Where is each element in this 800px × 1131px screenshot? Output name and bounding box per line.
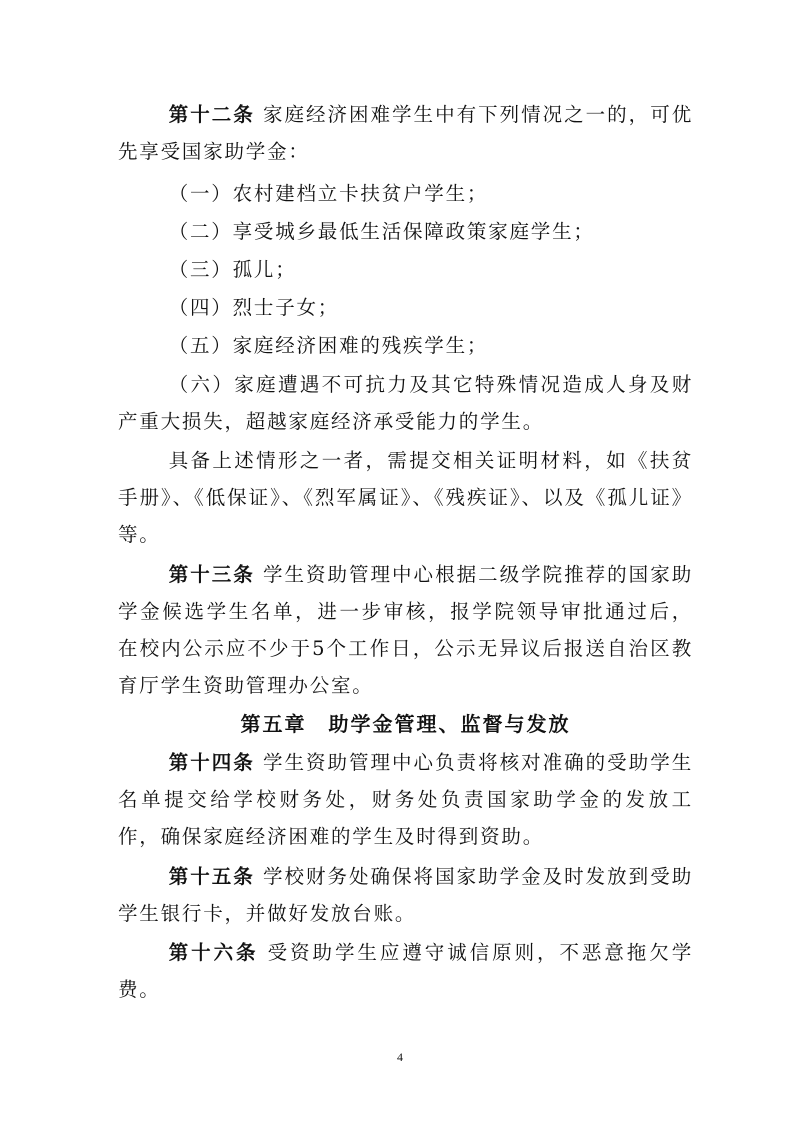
article-12-item-4: （四）烈士子女； bbox=[168, 296, 340, 319]
article-16-heading: 第十六条 bbox=[168, 941, 259, 964]
article-12 bbox=[118, 96, 693, 170]
article-15-heading: 第十五条 bbox=[168, 865, 255, 888]
article-13 bbox=[118, 556, 693, 704]
article-12-text: 家庭经济困难学生中有下列情况之一的，可优先享受国家助学金： bbox=[118, 103, 694, 163]
article-13-heading: 第十三条 bbox=[168, 563, 255, 586]
article-13-text: 学生资助管理中心根据二级学院推荐的国家助学金候选学生名单，进一步审核，报学院领导审批通过后，在校内公示应不少于5个工作日，公示无异议后报送自治区教育厅学生资助管理办公室。 bbox=[118, 563, 694, 697]
article-14 bbox=[118, 744, 693, 855]
article-15-text: 学校财务处确保将国家助学金及时发放到受助学生银行卡，并做好发放台账。 bbox=[118, 865, 694, 925]
article-12-item-3: （三）孤儿； bbox=[168, 258, 297, 281]
article-15 bbox=[118, 858, 693, 932]
article-12-note: 具备上述情形之一者，需提交相关证明材料，如《扶贫手册》、《低保证》、《烈军属证》、《残疾证》、以及《孤儿证》等。 bbox=[118, 449, 693, 546]
article-12-item-6: （六）家庭遭遇不可抗力及其它特殊情况造成人身及财产重大损失，超越家庭经济承受能力的学生。 bbox=[118, 373, 693, 433]
article-12-item-5: （五）家庭经济困难的残疾学生； bbox=[168, 334, 489, 357]
article-12-heading: 第十二条 bbox=[168, 103, 255, 126]
article-12-item-2: （二）享受城乡最低生活保障政策家庭学生； bbox=[168, 220, 595, 243]
article-14-text: 学生资助管理中心负责将核对准确的受助学生名单提交给学校财务处，财务处负责国家助学金的发放工作，确保家庭经济困难的学生及时得到资助。 bbox=[118, 751, 694, 848]
chapter-5-title: 第五章 助学金管理、监督与发放 bbox=[240, 712, 571, 736]
article-14-heading: 第十四条 bbox=[168, 751, 255, 774]
page-number: 4 bbox=[397, 1050, 403, 1064]
article-16 bbox=[118, 934, 693, 1008]
article-12-item-1: （一）农村建档立卡扶贫户学生； bbox=[168, 182, 489, 205]
article-16-text: 受资助学生应遵守诚信原则，不恶意拖欠学费。 bbox=[118, 941, 694, 1001]
